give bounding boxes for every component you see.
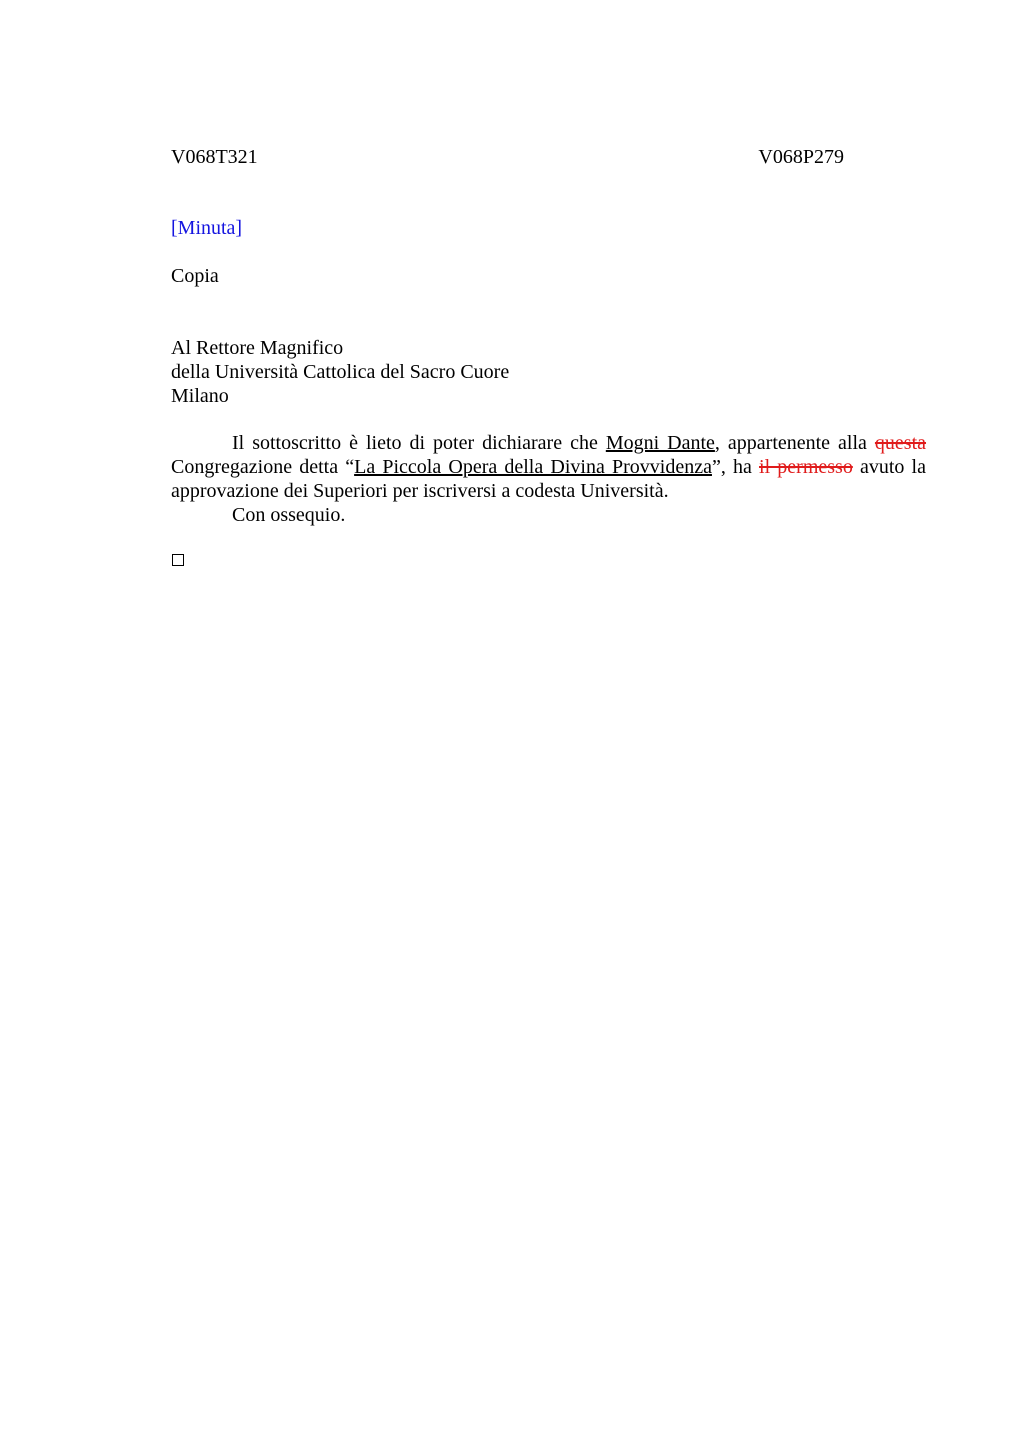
- deleted-text: questa: [874, 432, 927, 454]
- copia-label: Copia: [171, 265, 219, 287]
- reference-code-right: V068P279: [758, 146, 844, 168]
- address-line-2: della Università Cattolica del Sacro Cuore: [171, 361, 510, 383]
- address-line-3: Milano: [171, 385, 229, 407]
- body-paragraph-1: [171, 431, 926, 503]
- underlined-congregation: La Piccola Opera della Divina Provvidenza: [354, 456, 712, 478]
- body-paragraph-2: Con ossequio.: [232, 504, 346, 526]
- text-segment: ”, ha: [711, 456, 760, 478]
- checkbox-square-icon: [172, 554, 184, 566]
- minuta-label: [Minuta]: [171, 217, 243, 239]
- underlined-name: Mogni Dante: [605, 432, 715, 454]
- text-segment: avuto la approvazione dei Superiori per iscriversi a codesta Università.: [171, 456, 926, 502]
- reference-header: [171, 146, 844, 172]
- text-segment: Congregazione detta “: [171, 456, 355, 478]
- letter-body: [171, 431, 926, 527]
- address-line-1: Al Rettore Magnifico: [171, 337, 344, 359]
- text-segment: , appartenente alla: [714, 432, 875, 454]
- deleted-text: il permesso: [759, 456, 853, 478]
- reference-code-left: V068T321: [171, 146, 258, 168]
- recipient-address: [171, 336, 509, 408]
- text-segment: Il sottoscritto è lieto di poter dichiarare che: [232, 432, 606, 454]
